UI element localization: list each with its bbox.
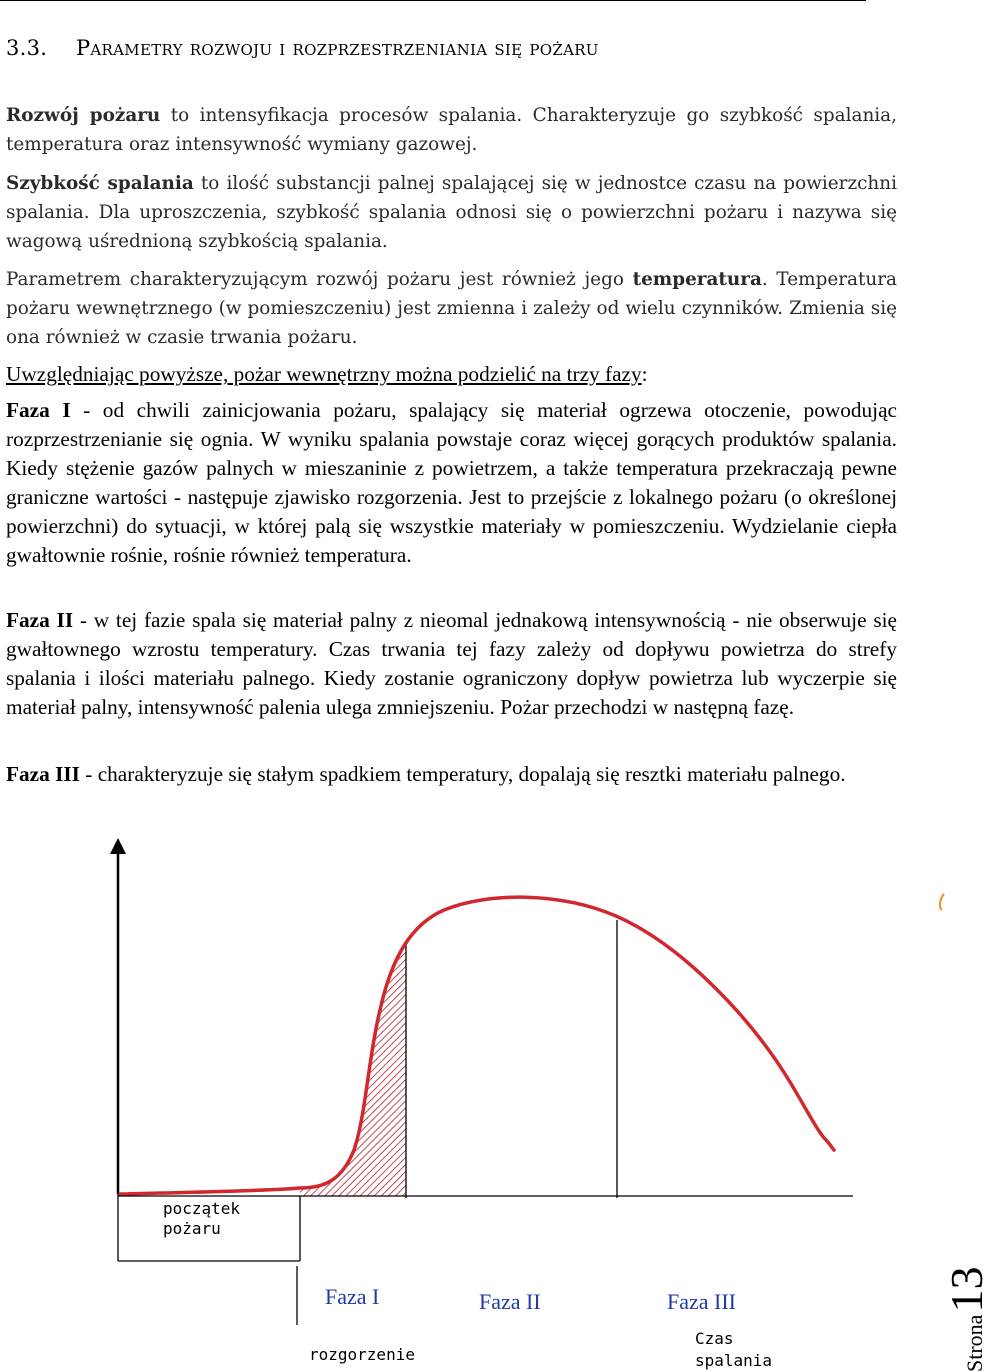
- decor-fragment: [940, 894, 944, 910]
- term-phase-3: Faza III: [6, 762, 80, 786]
- top-rule: [0, 0, 866, 1]
- paragraph-text: - od chwili zainicjowania pożaru, spalający się materiał ogrzewa otoczenie, powodując rozprzestrzenianie się ognia. W wyniku spalania powstaje coraz więcej gorących produktów spalania. Kiedy stężenie gazów palnych w mieszaninie z powietrzem, a także temperatura przekraczają pewne graniczne wartości - następuje zjawisko rozgorzenia. Jest to przejście z lokalnego pożaru (o określonej powierzchni) do sytuacji, w której palą się wszystkie materiały w pomieszczeniu. Wydzielanie ciepła gwałtownie rośnie, rośnie również temperatura.: [6, 398, 897, 567]
- label-phase-3: Faza III: [667, 1289, 737, 1314]
- page-number-value: 13: [941, 1266, 992, 1313]
- paragraph-burning-rate: [6, 169, 897, 256]
- label-fire-start-line2: pożaru: [163, 1219, 221, 1238]
- paragraph-text: Dla uproszczenia, szybkość spalania odnosi się o powierzchni pożaru i nazywa się wagową uśrednioną szybkością spalania.: [6, 202, 897, 252]
- page-word: Strona: [962, 1314, 987, 1372]
- underlined-text: Uwzględniając powyższe, pożar wewnętrzny można podzielić na trzy fazy: [6, 362, 642, 386]
- paragraph-text: - charakteryzuje się stałym spadkiem temperatury, dopalają się resztki materiału palnego.: [79, 762, 846, 786]
- label-fire-start-line1: początek: [163, 1199, 241, 1218]
- label-phase-2: Faza II: [479, 1289, 541, 1314]
- label-time-line1: Czas: [695, 1329, 734, 1348]
- term-fire-development: Rozwój pożaru: [6, 105, 161, 126]
- paragraph-text: to intensyfikacja procesów spalania. Charakteryzuje go szybkość spalania, temperatura oraz intensywność wymiany gazowej.: [6, 105, 897, 155]
- y-axis-arrow: [110, 838, 126, 854]
- fire-phases-diagram: [0, 820, 960, 1372]
- page-number: [940, 1267, 993, 1372]
- paragraph-text: :: [641, 362, 648, 386]
- section-title: Parametry rozwoju i rozprzestrzeniania się pożaru: [76, 36, 599, 60]
- term-burning-rate: Szybkość spalania: [6, 173, 194, 194]
- paragraph-fire-development: [6, 101, 897, 159]
- temperature-curve: [120, 897, 834, 1194]
- term-temperature: temperatura: [632, 269, 762, 290]
- term-phase-1: Faza I: [6, 398, 71, 422]
- paragraph-text: to ilość substancji palnej spalającej się w jednostce czasu na powierzchni spalania.: [6, 173, 898, 223]
- paragraph-phase-2: [6, 606, 897, 722]
- paragraph-text: . Temperatura pożaru wewnętrznego (w pomieszczeniu) jest zmienna i zależy od wielu czynników. Zmienia się ona również w czasie trwania pożaru.: [6, 269, 897, 348]
- paragraph-phases-intro: [6, 360, 897, 389]
- section-heading: [6, 36, 599, 60]
- phase-1-hatched-area: [300, 944, 406, 1196]
- term-phase-2: Faza II: [6, 608, 74, 632]
- paragraph-text: - w tej fazie spala się materiał palny z nieomal jednakową intensywnością - nie obserwuje się gwałtownego wzrostu temperatury. Czas trwania tej fazy zależy od dopływu powietrza do strefy spalania i ilości materiału palnego. Kiedy zostanie ograniczony dopływ powietrza lub wyczerpie się materiał palny, intensywność palenia ulega zmniejszeniu. Pożar przechodzi w następną fazę.: [6, 608, 897, 719]
- paragraph-phase-1: [6, 396, 897, 570]
- paragraph-temperature: [6, 265, 897, 352]
- paragraph-text: Parametrem charakteryzującym rozwój pożaru jest również jego: [6, 269, 633, 290]
- label-phase-1: Faza I: [325, 1284, 380, 1309]
- label-time-line2: spalania: [695, 1351, 773, 1370]
- paragraph-phase-3: [6, 760, 897, 789]
- label-flashover: rozgorzenie: [309, 1345, 415, 1364]
- section-number: 3.3.: [6, 36, 48, 60]
